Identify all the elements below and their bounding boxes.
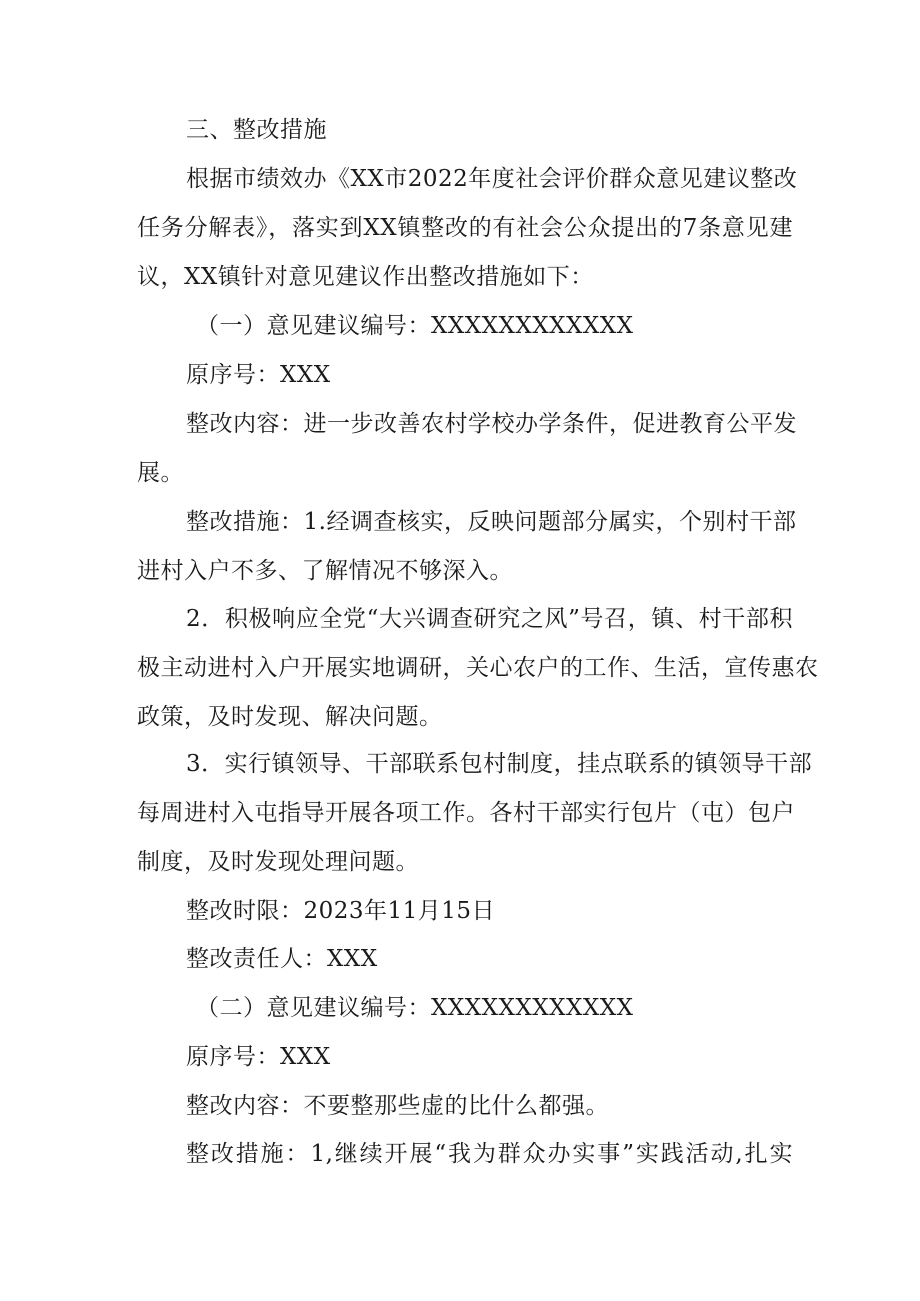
item1-heading: （一）意见建议编号：XXXXXXXXXXXX xyxy=(196,313,634,339)
section-heading: 三、整改措施 xyxy=(186,117,327,143)
item1-content-line-2: 展。 xyxy=(137,460,184,486)
item1-measure2-line-1: 2．积极响应全党“大兴调查研究之风”号召，镇、村干部积 xyxy=(186,606,793,632)
item1-owner: 整改责任人：XXX xyxy=(186,946,378,972)
item1-measure1-line-1: 整改措施：1.经调查核实，反映问题部分属实，个别村干部 xyxy=(186,509,797,535)
item2-heading: （二）意见建议编号：XXXXXXXXXXXX xyxy=(196,995,634,1021)
intro-line-1: 根据市绩效办《XX市2022年度社会评价群众意见建议整改 xyxy=(186,166,798,192)
intro-line-3: 议，XX镇针对意见建议作出整改措施如下： xyxy=(137,264,594,290)
item1-content-line-1: 整改内容：进一步改善农村学校办学条件，促进教育公平发 xyxy=(186,411,797,437)
item1-measure2-line-2: 极主动进村入户开展实地调研，关心农户的工作、生活，宣传惠农 xyxy=(137,655,819,681)
item2-measure1-line-1: 整改措施：1,继续开展“我为群众办实事”实践活动,扎实 xyxy=(186,1141,793,1167)
item1-measure3-line-1: 3．实行镇领导、干部联系包村制度，挂点联系的镇领导干部 xyxy=(186,751,813,777)
item1-measure1-line-2: 进村入户不多、了解情况不够深入。 xyxy=(137,558,513,584)
item1-seq: 原序号：XXX xyxy=(186,362,331,388)
item1-measure2-line-3: 政策，及时发现、解决问题。 xyxy=(137,704,443,730)
item1-measure3-line-3: 制度，及时发现处理问题。 xyxy=(137,849,419,875)
item2-content: 整改内容：不要整那些虚的比什么都强。 xyxy=(186,1093,609,1119)
item2-seq: 原序号：XXX xyxy=(186,1044,331,1070)
item1-measure3-line-2: 每周进村入屯指导开展各项工作。各村干部实行包片（屯）包户 xyxy=(137,800,795,826)
item1-deadline: 整改时限：2023年11月15日 xyxy=(186,898,496,924)
intro-line-2: 任务分解表》，落实到XX镇整改的有社会公众提出的7条意见建 xyxy=(137,215,793,241)
